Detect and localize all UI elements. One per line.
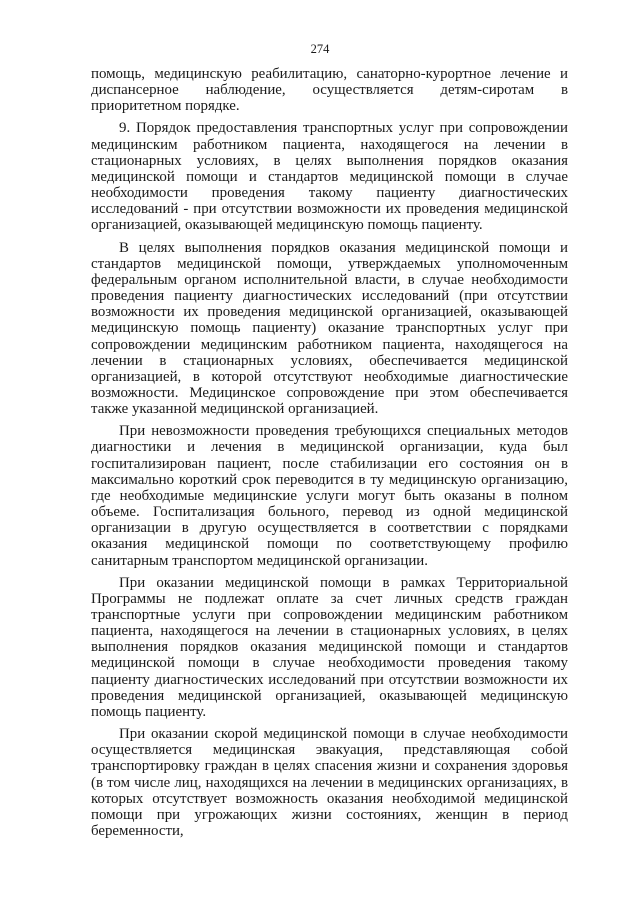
paragraph: При невозможности проведения требующихся специальных методов диагностики и лечения в медицинской организации, куда был госпитализирован пациент, после стабилизации его состояния он в максимально короткий срок переводится в ту медицинскую организацию, где необходимые медицинские услуги могут быть оказаны в полном объеме. Госпитализация больного, перевод из одной медицинской организации в другую осуществляется в соответствии с порядками оказания медицинской помощи по соответствующему профилю санитарным транспортом медицинской организации. [91,423,568,569]
document-body [91,66,568,845]
paragraph-section-9: 9. Порядок предоставления транспортных услуг при сопровождении медицинским работником пациента, находящегося на лечении в стационарных условиях, в целях выполнения порядков оказания медицинской помощи и стандартов медицинской помощи в случае необходимости проведения такому пациенту диагностических исследований - при отсутствии возможности их проведения медицинской организацией, оказывающей медицинскую помощь пациенту. [91,120,568,234]
paragraph: В целях выполнения порядков оказания медицинской помощи и стандартов медицинской помощи, утверждаемых уполномоченным федеральным органом исполнительной власти, в случае необходимости проведения пациенту диагностических исследований (при отсутствии возможности их проведения медицинской организацией, оказывающей медицинскую помощь пациенту) оказание транспортных услуг при сопровождении медицинским работником пациента, находящегося на лечении в стационарных условиях, обеспечивается медицинской организацией, в которой отсутствуют необходимые диагностические возможности. Медицинское сопровождение при этом обеспечивается также указанной медицинской организацией. [91,239,568,418]
paragraph-continuation: помощь, медицинскую реабилитацию, санаторно-курортное лечение и диспансерное наблюдение, осуществляется детям-сиротам в приоритетном порядке. [91,66,568,115]
page-number: 274 [310,42,330,56]
paragraph: При оказании медицинской помощи в рамках Территориальной Программы не подлежат оплате за счет личных средств граждан транспортные услуги при сопровождении медицинским работником пациента, находящегося на лечении в стационарных условиях, в целях выполнения порядков оказания медицинской помощи и стандартов медицинской помощи в случае необходимости проведения такому пациенту диагностических исследований при отсутствии возможности их проведения медицинской организацией, оказывающей медицинскую помощь пациенту. [91,574,568,720]
paragraph: При оказании скорой медицинской помощи в случае необходимости осуществляется медицинская эвакуация, представляющая собой транспортировку граждан в целях спасения жизни и сохранения здоровья (в том числе лиц, находящихся на лечении в медицинских организациях, в которых отсутствует возможность оказания необходимой медицинской помощи при угрожающих жизни состояниях, женщин в период беременности, [91,726,568,840]
